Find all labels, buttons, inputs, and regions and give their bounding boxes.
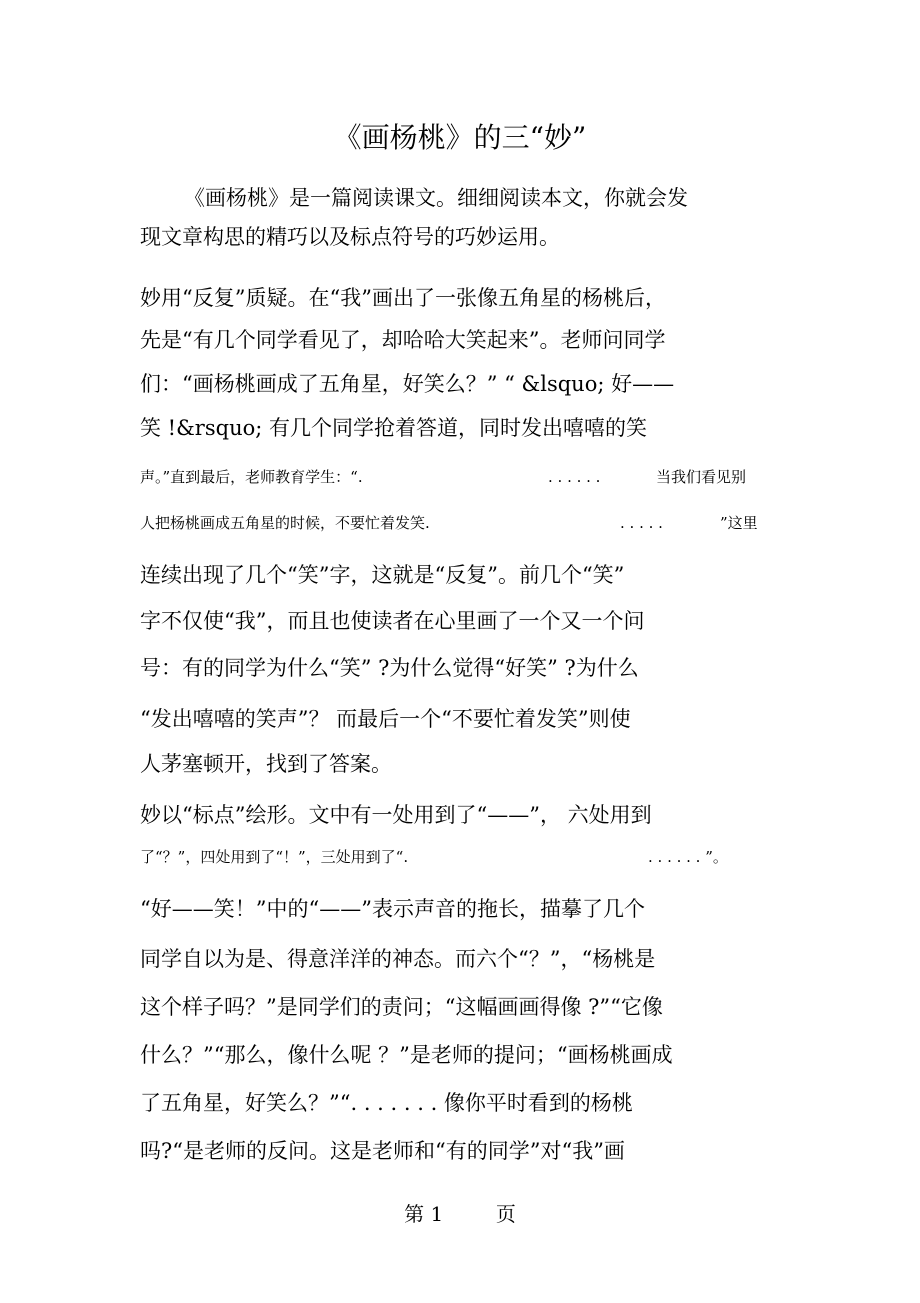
section1-line-11: 人茅塞顿开，找到了答案。	[140, 752, 392, 776]
intro-line-1: 《画杨桃》是一篇阅读课文。细细阅读本文，你就会发	[184, 186, 688, 210]
section2-line-7: 了五角星，好笑么？”“. . . . . . . 像你平时看到的杨桃	[140, 1091, 633, 1115]
section1-line-9: 号：有的同学为什么“笑” ?为什么觉得“好笑” ?为什么	[140, 656, 639, 680]
section1-line-7: 连续出现了几个“笑”字，这就是“反复”。前几个“笑”	[140, 563, 625, 587]
section2-line-8: 吗?“是老师的反问。这是老师和“有的同学”对“我”画	[140, 1139, 625, 1163]
page-footer-prefix: 第	[404, 1202, 425, 1226]
section2-line-5: 这个样子吗？”是同学们的责问；“这幅画画得像 ?”“它像	[140, 995, 663, 1019]
section1-line-6	[140, 511, 772, 535]
ellipsis-dots: . . . . . . ”。	[648, 848, 728, 866]
section1-line-2: 先是“有几个同学看见了，却哈哈大笑起来”。老师问同学	[140, 328, 666, 352]
ellipsis-dots: . . . . .	[620, 514, 663, 532]
section1-line-5-tail: 当我们看见别	[656, 468, 747, 486]
page-footer	[0, 1200, 920, 1228]
section2-line-2	[140, 845, 780, 869]
intro-line-2: 现文章构思的精巧以及标点符号的巧妙运用。	[140, 225, 560, 249]
document-title: 《画杨桃》的三“妙”	[333, 121, 587, 154]
section2-line-2-text: 了“？”，四处用到了“！”，三处用到了“.	[140, 848, 409, 866]
section1-line-5-text: 声。”直到最后，老师教育学生：“.	[140, 468, 363, 486]
section1-line-6-text: 人把杨桃画成五角星的时候，不要忙着发笑.	[140, 514, 430, 532]
page-number: 1	[430, 1202, 444, 1226]
section2-line-6: 什么？”“那么，像什么呢 ？”是老师的提问；“画杨桃画成	[140, 1043, 673, 1067]
section1-line-6-tail: ”这里	[720, 514, 758, 532]
section1-line-4: 笑 !&rsquo; 有几个同学抢着答道，同时发出嘻嘻的笑	[140, 416, 647, 440]
section2-line-3: “好——笑！”中的“——”表示声音的拖长，描摹了几个	[140, 897, 645, 921]
section1-line-3: 们：“画杨桃画成了五角星，好笑么？” “ &lsquo; 好——	[140, 372, 675, 396]
ellipsis-dots: . . . . . .	[548, 468, 601, 486]
section2-line-4: 同学自以为是、得意洋洋的神态。而六个“？”，“杨桃是	[140, 947, 656, 971]
section1-line-5	[140, 465, 772, 489]
section1-line-10: “发出嘻嘻的笑声”？ 而最后一个“不要忙着发笑”则使	[140, 707, 631, 731]
section2-line-1: 妙以“标点”绘形。文中有一处用到了“——”， 六处用到	[140, 803, 652, 827]
section1-line-8: 字不仅使“我”，而且也使读者在心里画了一个又一个问	[140, 609, 645, 633]
section1-line-1: 妙用“反复”质疑。在“我”画出了一张像五角星的杨桃后，	[140, 286, 666, 310]
page-footer-suffix: 页	[495, 1202, 516, 1226]
